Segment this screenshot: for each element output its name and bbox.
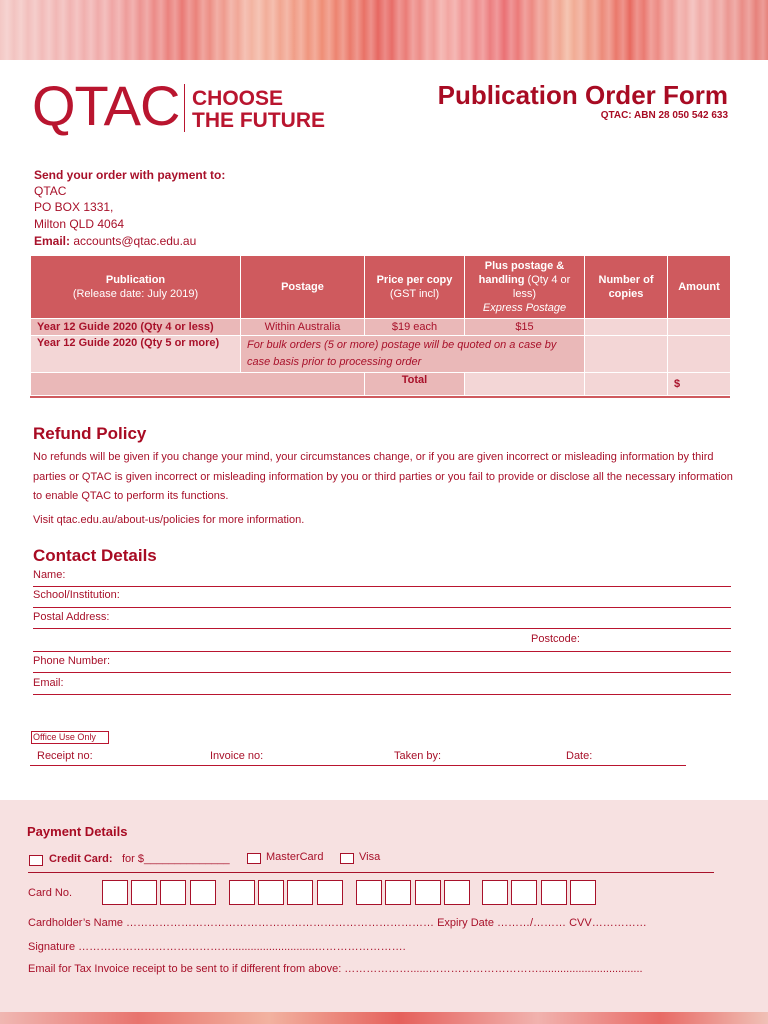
email-label: Email: [33,677,64,689]
row2-bulk-note: For bulk orders (5 or more) postage will be quoted on a case by case basis prior to processing order [241,336,585,373]
abn-text: QTAC: ABN 28 050 542 633 [600,110,728,121]
row2-publication: Year 12 Guide 2020 (Qty 5 or more) [31,336,241,373]
credit-card-checkbox[interactable] [29,855,43,866]
card-number-label: Card No. [28,887,73,899]
total-label: Total [365,373,465,396]
row1-plus-postage: $15 [465,319,585,336]
qtac-logo: QTAC [32,74,180,137]
row2-amount-input[interactable] [668,336,731,373]
table-row-total [31,373,731,396]
total-empty [465,373,585,396]
card-digit-box[interactable] [160,880,186,905]
name-field[interactable] [33,565,731,587]
address-line-2: PO BOX 1331, [34,200,114,214]
card-digit-box[interactable] [356,880,382,905]
header-price: Price per copy (GST incl) [365,256,465,319]
receipt-label: Receipt no: [37,750,93,762]
refund-visit: Visit qtac.edu.au/about-us/policies for more information. [33,514,305,526]
decorative-banner-bottom [0,1012,768,1024]
table-bottom-rule [30,396,730,398]
address-line-1: QTAC [34,184,67,198]
signature-field[interactable]: Signature ……………………………………...........................……………………. [28,941,406,953]
logo-tagline-2: THE FUTURE [192,109,325,132]
logo-tagline-1: CHOOSE [192,87,284,110]
card-digit-box[interactable] [541,880,567,905]
postal-address-label: Postal Address: [33,611,110,623]
row1-price: $19 each [365,319,465,336]
school-field[interactable] [33,586,731,608]
invoice-label: Invoice no: [210,750,264,762]
card-digit-box[interactable] [444,880,470,905]
postcode-field[interactable] [33,630,731,652]
logo-divider [184,84,185,132]
tax-invoice-email-field[interactable]: Email for Tax Invoice receipt to be sent to if different from above: ………………......………………………….................................. [28,963,643,975]
card-digit-box[interactable] [415,880,441,905]
mastercard-label: MasterCard [266,851,324,863]
phone-label: Phone Number: [33,655,111,667]
card-digit-box[interactable] [102,880,128,905]
card-digit-box[interactable] [385,880,411,905]
address-line-3: Milton QLD 4064 [34,217,125,231]
email-label: Email: [34,234,71,248]
card-digit-box[interactable] [131,880,157,905]
payment-rule [28,872,714,873]
taken-by-label: Taken by: [394,750,442,762]
total-spacer [31,373,365,396]
credit-card-amount-field[interactable]: for $______________ [122,853,230,865]
visa-label: Visa [359,851,381,863]
visa-checkbox[interactable] [340,853,354,864]
postal-address-field[interactable] [33,607,731,629]
row1-postage: Within Australia [241,319,365,336]
card-digit-box[interactable] [511,880,537,905]
name-label: Name: [33,569,66,581]
card-digit-box[interactable] [287,880,313,905]
credit-card-label: Credit Card: [49,853,113,865]
refund-heading: Refund Policy [33,424,147,443]
header-publication: Publication (Release date: July 2019) [31,256,241,319]
card-digit-box[interactable] [317,880,343,905]
contact-heading: Contact Details [33,546,157,565]
phone-field[interactable] [33,651,731,673]
header-postage: Postage [241,256,365,319]
order-table [30,255,731,396]
row2-copies-input[interactable] [585,336,668,373]
email-field[interactable] [33,673,731,695]
table-row [31,319,731,336]
header-plus-postage: Plus postage & handling (Qty 4 or less) Express Postage [465,256,585,319]
postcode-label: Postcode: [531,633,580,645]
payment-heading: Payment Details [27,824,128,839]
office-use-badge: Office Use Only [31,731,109,744]
table-row [31,336,731,373]
row1-publication: Year 12 Guide 2020 (Qty 4 or less) [31,319,241,336]
date-label: Date: [566,750,593,762]
row1-amount-input[interactable] [668,319,731,336]
mastercard-checkbox[interactable] [247,853,261,864]
refund-body: No refunds will be given if you change your mind, your circumstances change, or if you are given incorrect or misleading information by third parties or QTAC is given incorrect or misleading information by you or third parties or you fail to provide or disclose all the necessary information to enable QTAC to perform its functions. [33,451,733,502]
email-link[interactable]: accounts@qtac.edu.au [70,234,197,248]
office-rule [30,765,686,766]
send-to-heading: Send your order with payment to: [34,168,226,182]
header-copies: Number of copies [585,256,668,319]
card-digit-box[interactable] [190,880,216,905]
total-copies-input[interactable] [585,373,668,396]
school-label: School/Institution: [33,589,120,601]
card-digit-box[interactable] [258,880,284,905]
decorative-banner-top [0,0,768,60]
page-title: Publication Order Form [437,80,728,110]
address-email [34,234,196,248]
card-digit-box[interactable] [229,880,255,905]
cardholder-expiry-cvv-field[interactable]: Cardholder’s Name ………………………………………………………………………… Expiry Date ………/……… CVV…………… [28,917,647,929]
total-amount[interactable]: $ [668,373,731,396]
card-digit-box[interactable] [570,880,596,905]
row1-copies-input[interactable] [585,319,668,336]
header-amount: Amount [668,256,731,319]
card-digit-box[interactable] [482,880,508,905]
